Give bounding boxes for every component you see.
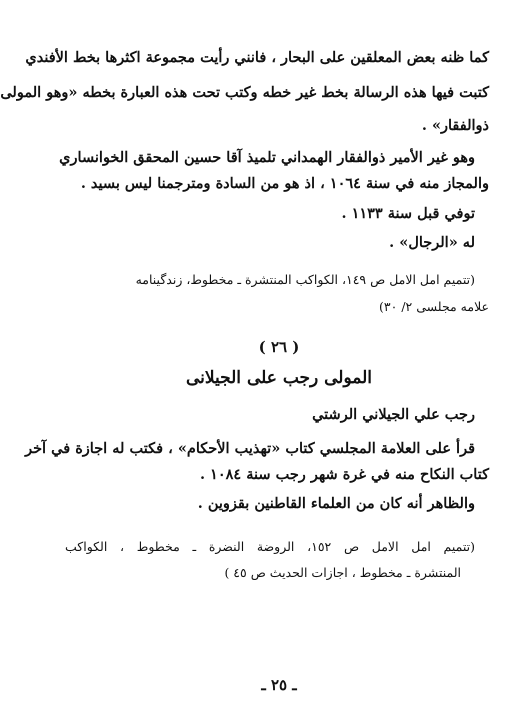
entry-title: المولى رجب على الجيلانى — [185, 368, 373, 388]
entry-number: ( ٢٦ ) — [258, 338, 300, 356]
death-line: توفي قبل سنة ١١٣٣ . — [341, 205, 475, 222]
citation1-line2: علامه مجلسی ۲/ ۳۰) — [379, 299, 489, 314]
paragraph1-line2: كتبت فيها هذه الرسالة بخط غير خطه وكتب تحت هذه العبارة بخطه «وهو المولى — [0, 84, 489, 101]
entry-para1-line2: كتاب النكاح منه في غرة شهر رجب سنة ١٠٨٤ . — [199, 466, 489, 483]
paragraph2-line1: وهو غير الأمير ذوالفقار الهمداني تلميذ آقا حسين المحقق الخوانساري — [59, 149, 475, 166]
paragraph2-line2: والمجاز منه في سنة ١٠٦٤ ، اذ هو من السادة ومترجمنا ليس بسيد . — [80, 175, 489, 192]
entry-para2-line1: والظاهر أنه كان من العلماء القاطنين بقزوين . — [197, 495, 475, 512]
works-line: له «الرجال» . — [389, 234, 475, 251]
paragraph1-line1: كما ظنه بعض المعلقين على البحار ، فانني رأيت مجموعة اكثرها بخط الأفندي — [25, 49, 489, 66]
citation2-line2: المنتشرة ـ مخطوط ، اجازات الحديث ص ٤٥ ) — [224, 565, 461, 580]
citation2-line1: (تتميم امل الامل ص ١٥٢، الروضة النضرة ـ مخطوط ، الكواكب — [65, 539, 475, 554]
entry-name-line: رجب علي الجيلاني الرشتي — [312, 406, 475, 423]
citation1-line1: (تتميم امل الامل ص ١٤٩، الكواكب المنتشرة ـ مخطوط، زندگينامه — [135, 272, 475, 287]
paragraph1-line3: ذوالفقار» . — [421, 117, 489, 134]
entry-para1-line1: قرأ على العلامة المجلسي كتاب «تهذيب الأحكام» ، فكتب له اجازة في آخر — [25, 440, 475, 457]
page-number: ـ ٢٥ ـ — [261, 676, 297, 694]
